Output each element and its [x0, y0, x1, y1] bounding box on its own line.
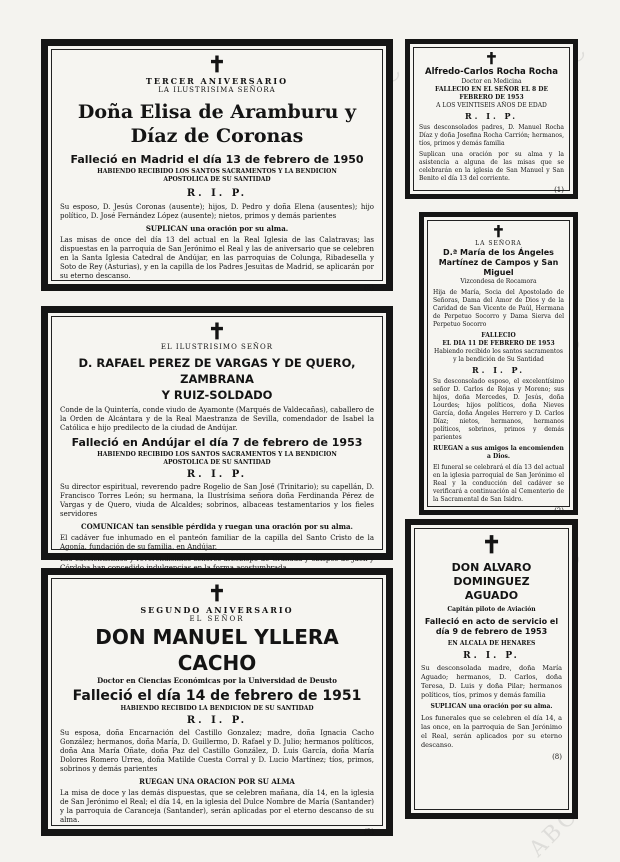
deceased-name-line1: D. RAFAEL PEREZ DE VARGAS Y DE QUERO, ZAMBRANA — [78, 356, 356, 386]
cross-icon: ✝ — [491, 222, 506, 241]
obituary-aramburu — [41, 39, 393, 291]
religious-text: Hija de María, Socia del Apostolado de Señoras, Dama del Amor de Dios y de la Caridad de San Vicente de Paúl, Hermana de Perpetuo Socorro y Dama Sierva del Perpetuo Socorro — [433, 289, 564, 328]
anniversary-label: SEGUNDO ANIVERSARIO — [140, 605, 294, 615]
family-text: Su desconsolada madre, doña María Aguado; hermanos, D. Carlos, doña Teresa, D. Luis y doña Pilar; hermanos políticos, tíos, primos y demás familia — [421, 664, 562, 699]
sacraments: HABIENDO RECIBIDO LA BENDICION DE SU SANTIDAD — [120, 705, 314, 712]
honorific: EL ILUSTRISIMO SEÑOR — [160, 343, 274, 351]
bishops-text: Los excelentísimos y reverendísimos señores arzobispo de Granada y obispos de Jaén y — [60, 555, 374, 563]
deceased-name-line1: DON ALVARO DOMINGUEZ — [451, 561, 532, 588]
rip: R. I. P. — [186, 715, 248, 726]
place: EN ALCALA DE HENARES — [447, 640, 536, 647]
sacraments: HABIENDO RECIBIDO LOS SANTOS SACRAMENTOS Y LA BENDICION APOSTOLICA DE SU SANTIDAD — [97, 168, 337, 183]
ref-number: (2) — [554, 507, 564, 515]
obituary-dominguez — [405, 519, 578, 819]
deceased-name: D.ª María de los Ángeles Martínez de Campos y San Miguel — [438, 248, 559, 277]
title: Vizcondesa de Rocamora — [460, 278, 537, 285]
cross-icon: ✝ — [481, 530, 502, 559]
deceased-name: Alfredo-Carlos Rocha Rocha — [425, 67, 558, 77]
deceased-name: Doña Elisa de Aramburu y Díaz de Coronas — [77, 101, 357, 147]
request-text: SUPLICAN una oración por su alma. — [430, 703, 553, 710]
title: Capitán piloto de Aviación — [447, 606, 536, 613]
deceased-name-line2: AGUADO — [464, 589, 519, 602]
death-date: Falleció en Madrid el día 13 de febrero de 1950 — [70, 153, 364, 166]
family-text: Su director espiritual, reverendo padre Rogelio de San José (Trinitario); su capellán, D. Francisco Torres León; su hermana, la Ilustrísima señora doña Ferdinanda Pérez de Vargas y de Quero, viuda de Alcaldes; sobrinos, albaceas testamentarios y los fieles servidores — [60, 483, 374, 518]
death-date: FALLECIO EN EL SEÑOR EL 8 DE FEBRERO DE 1953 — [434, 86, 549, 101]
funeral-text: El funeral se celebrará el día 13 del actual en la iglesia parroquial de San Jerónimo el Real y la conducción del cadáver se verificará a continuación al Cementerio de la Sacramental de San Isidro. — [433, 464, 564, 503]
anniversary-label: TERCER ANIVERSARIO — [145, 76, 289, 86]
watermark: ABC — [524, 803, 584, 862]
funeral-text: El cadáver fue inhumado en el panteón familiar de la capilla del Santo Cristo de la Agonía, fundación de su familia, en Andújar. — [60, 534, 374, 551]
rip: R. I. P. — [464, 111, 518, 121]
rip: R. I. P. — [186, 469, 248, 480]
age: A LOS VEINTISEIS AÑOS DE EDAD — [436, 102, 547, 109]
rip: R. I. P. — [463, 651, 520, 661]
obituary-perez-de-vargas — [41, 306, 393, 563]
rip: R. I. P. — [186, 188, 248, 199]
family-text: Su esposo, D. Jesús Coronas (ausente); hijos, D. Pedro y doña Elena (ausentes); hijo político, D. José Fernández López (ausente); nietos, primos y demás parientes — [60, 203, 374, 220]
cross-icon: ✝ — [484, 49, 499, 68]
ref-number: (1) — [554, 186, 564, 194]
cross-icon: ✝ — [207, 319, 227, 345]
honorific: EL SEÑOR — [189, 615, 245, 623]
degree: Doctor en Ciencias Económicas por la Universidad de Deusto — [97, 676, 337, 685]
degree: Doctor en Medicina — [461, 78, 522, 85]
ref-number: (2) — [364, 828, 374, 836]
request-text: RUEGAN UNA ORACION POR SU ALMA — [139, 777, 295, 786]
honorific: LA SEÑORA — [475, 240, 522, 247]
masses-text: La misa de doce y las demás dispuestas, que se celebren mañana, día 14, en la iglesia de San Jerónimo el Real; el día 14, en la iglesia del Dulce Nombre de María (Santander) y la parroquia de Caranceja (Santander), serán aplicadas por el eterno descanso de su alma. — [60, 789, 374, 824]
family-text: Su esposa, doña Encarnación del Castillo Gonzalez; madre, doña Ignacia Cacho González; hermanos, doña María, D. Guillermo, D. Rafael y D. Julio; hermanos políticos, doña Ana María Oñate, doña Paz del Castillo González, D. Luis García, doña María Dolores Romero Urrea, doña Matilde Cuesta Corral y D. Lucio Martínez; tíos, primos, sobrinos y demás parientes — [60, 729, 374, 773]
titles-text: Conde de la Quintería, conde viudo de Ayamonte (Marqués de Valdecañas), caballero de la Orden de Alcántara y de la Real Maestranza de Sevilla, comendador de Isabel la Católica e hijo predilecto de la ciudad de Andújar. — [60, 406, 374, 432]
cross-icon: ✝ — [207, 581, 227, 607]
obituary-rocha — [405, 39, 578, 199]
deceased-name: DON MANUEL YLLERA CACHO — [95, 625, 339, 675]
request-text: SUPLICAN una oración por su alma. — [145, 224, 289, 233]
cross-icon: ✝ — [207, 52, 227, 78]
death-date: Falleció el día 14 de febrero de 1951 — [72, 688, 362, 704]
rip: R. I. P. — [471, 365, 525, 375]
ref-number: (5) — [364, 284, 374, 292]
obituary-yllera — [41, 568, 393, 836]
death-date: Falleció en acto de servicio el día 9 de febrero de 1953 — [424, 617, 559, 636]
sacraments: Habiendo recibido los santos sacramentos y la bendición de Su Santidad — [434, 348, 563, 363]
died-label: FALLECIO — [481, 332, 516, 339]
obituary-martinez-de-campos — [419, 212, 578, 515]
death-date: EL DIA 11 DE FEBRERO DE 1953 — [442, 340, 555, 347]
request-text: RUEGAN a sus amigos la encomienden a Dios. — [433, 445, 564, 460]
family-text: Sus desconsolados padres, D. Manuel Rocha Díaz y doña Josefina Rocha Carrión; hermanos, tíos, primos y demás familia — [419, 124, 564, 147]
deceased-name-line2: Y RUIZ-SOLDADO — [161, 388, 273, 402]
death-date: Falleció en Andújar el día 7 de febrero de 1953 — [71, 436, 363, 449]
masses-text: Las misas de once del día 13 del actual en la Real Iglesia de las Calatravas; las dispuestas en la parroquia de San Jerónimo el Real y las de aniversario que se celebren en la Santa Iglesia Catedral de Andújar, en las parroquias de Colunga, Ribadesella y Soto de Rey (Asturias), y en la capilla de los Padres Jesuitas de Madrid, se aplicarán por su eterno descanso. — [60, 236, 374, 280]
funeral-text: Los funerales que se celebren el día 14, a las once, en la parroquia de San Jerónimo el Real, serán aplicados por su eterno descanso. — [421, 714, 562, 749]
sacraments: HABIENDO RECIBIDO LOS SANTOS SACRAMENTOS Y LA BENDICION APOSTOLICA DE SU SANTIDAD — [97, 451, 337, 466]
request-text: Suplican una oración por su alma y la asistencia a alguna de las misas que se celebrarán en la iglesia de San Manuel y San Benito el día 13 del corriente. — [419, 151, 564, 182]
ref-number: (8) — [552, 753, 562, 761]
communicate-text: COMUNICAN tan sensible pérdida y ruegan una oración por su alma. — [81, 522, 353, 531]
family-text: Su desconsolado esposo, el excelentísimo señor D. Carlos de Rojas y Moreno; sus hijos, doña Mercedes, D. Jesús, doña Lourdes; hijos políticos, doña Nieves García, doña Ángeles Herrero y D. Carlos Díaz; nietos, hermanos, hermanos políticos, sobrinos, primos y demás parientes — [433, 378, 564, 441]
honorific: LA ILUSTRISIMA SEÑORA — [158, 86, 276, 94]
